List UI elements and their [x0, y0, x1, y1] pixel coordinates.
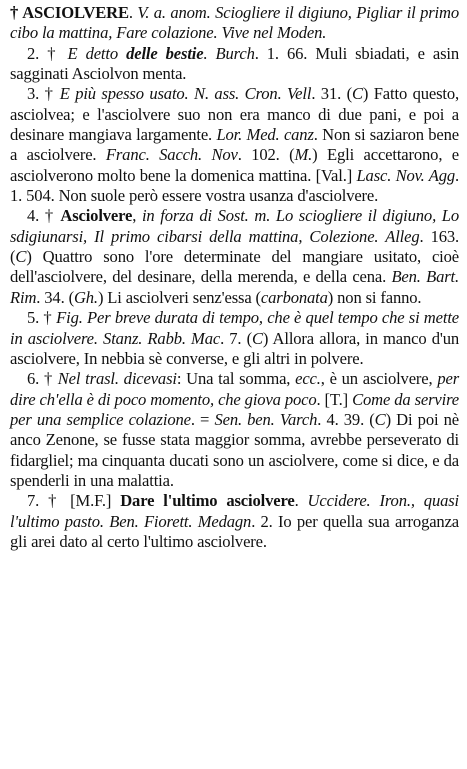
entry-text-run: 7. † [M.F.]: [27, 491, 121, 511]
entry-sense-2: [10, 44, 459, 85]
entry-text-run: 4. †: [27, 206, 61, 226]
entry-text-run: C: [374, 409, 386, 429]
entry-text-run: Asciolvere: [60, 206, 133, 226]
entry-text-run: ASCIOLVERE: [22, 3, 129, 22]
entry-text-run: 5. †: [27, 308, 57, 328]
entry-text-run: ) Li asciolveri senz'essa (: [97, 287, 261, 307]
entry-text-run: ) Quattro sono l'ore determinate del mangiare usitato, cioè dell'asciolvere, del desinare, della merenda, e della cena.: [10, 247, 459, 287]
entry-text-run: . 1. 504. Non suole però essere vostra usanza d'asciolvere.: [10, 165, 460, 206]
entry-text-run: . 34. (: [36, 287, 74, 307]
entry-text-run: in forza di Sost. m. Lo sciogliere il digiuno, Lo sdigiunarsi, Il primo cibarsi della mattina, Colezione. Alleg: [10, 206, 459, 246]
entry-text-run: Sen. ben. Varch: [214, 409, 318, 429]
entry-text-run: ) Fatto questo, asciolvea; e l'asciolvere suo non era manco di due pani, e poi a desinare mangiava largamente.: [10, 84, 459, 145]
entry-text-run: M.: [294, 145, 313, 165]
entry-text-run: per dire ch'ella è di poco momento, che giova poco: [10, 369, 459, 409]
entry-text-run: . 7. (: [220, 328, 252, 348]
entry-text-run: carbonata: [260, 287, 328, 307]
entry-text-run: . 4. 39. (: [317, 409, 375, 429]
entry-text-run: C: [351, 84, 363, 104]
entry-text-run: .: [294, 491, 308, 511]
entry-headword: [10, 3, 459, 44]
entry-text-run: Burch: [215, 43, 255, 63]
entry-text-run: ) non si fanno.: [327, 287, 422, 307]
entry-text-run: †: [10, 3, 23, 22]
entry-text-run: E detto: [67, 43, 127, 63]
entry-text-run: . 1. 66. Muli sbiadati, e asin sagginati Asciolvon menta.: [10, 43, 459, 84]
entry-text-run: Dare l'ultimo asciolvere: [120, 491, 295, 511]
entry-text-run: Lasc. Nov. Agg: [356, 165, 456, 185]
entry-text-run: . 102. (: [237, 145, 295, 165]
entry-text-run: ) Allora allora, in manco d'un asciolvere, In nebbia sè converse, e gli altri in polvere.: [10, 328, 459, 368]
entry-sense-5: [10, 308, 459, 369]
entry-sense-3: [10, 84, 459, 206]
entry-text-run: . Non si saziaron bene a asciolvere.: [10, 125, 459, 165]
entry-text-run: delle bestie: [126, 43, 204, 63]
entry-text-run: ecc.: [295, 369, 321, 389]
entry-text-run: . =: [190, 409, 215, 429]
entry-text-run: : Una tal somma,: [176, 369, 296, 389]
entry-text-run: . 2. Io per quella sua arroganza gli arei dato al certo l'ultimo asciolvere.: [10, 511, 460, 551]
entry-sense-7: [10, 491, 459, 552]
entry-text-run: Come da servire per una semplice colazione: [10, 389, 459, 429]
entry-text-run: .: [203, 43, 216, 63]
entry-text-run: . 31. (: [311, 84, 352, 104]
entry-text-run: Gh.: [73, 287, 98, 307]
entry-text-run: , è un asciolvere,: [320, 369, 438, 389]
entry-text-run: Franc. Sacch. Nov: [105, 145, 238, 165]
entry-text-run: Lor. Med. canz: [216, 125, 314, 145]
entry-text-run: E più spesso usato. N. ass. Cron. Vell: [59, 84, 312, 104]
entry-text-run: . [T.]: [316, 389, 353, 409]
entry-text-run: 6. †: [27, 369, 58, 389]
entry-text-run: Nel trasl. dicevasi: [57, 369, 177, 389]
entry-text-run: C: [251, 328, 263, 348]
entry-text-run: 3. †: [27, 84, 60, 104]
entry-sense-4: [10, 206, 459, 308]
entry-text-run: V. a. anom. Sciogliere il digiuno, Pigliar il primo cibo la mattina, Fare colazione. Vive nel Moden.: [10, 3, 459, 43]
entry-text-run: .: [128, 3, 138, 22]
entry-text-run: C: [15, 247, 27, 267]
entry-text-run: ) Egli accettarono, e asciolverono molto bene la domenica mattina. [Val.]: [10, 145, 460, 185]
entry-text-run: 2. †: [27, 43, 68, 63]
entry-text-run: ,: [132, 206, 142, 226]
entry-sense-6: [10, 369, 459, 491]
entry-text-run: Uccidere. Iron., quasi l'ultimo pasto. Ben. Fiorett. Medagn: [10, 491, 460, 531]
entry-text-run: ) Di poi nè anco Zenone, se fusse stata maggior somma, avrebbe perseverato di fidargliel; ma cinquanta ducati sono un asciolvere, come si dice, e da spenderli in una malattia.: [10, 409, 459, 490]
entry-text-run: . 163. (: [10, 226, 460, 267]
entry-text-run: Fig. Per breve durata di tempo, che è quel tempo che si mette in asciolvere. Stanz. Rabb. Mac: [10, 308, 459, 348]
entry-text-run: Ben. Bart. Rim: [10, 267, 460, 307]
